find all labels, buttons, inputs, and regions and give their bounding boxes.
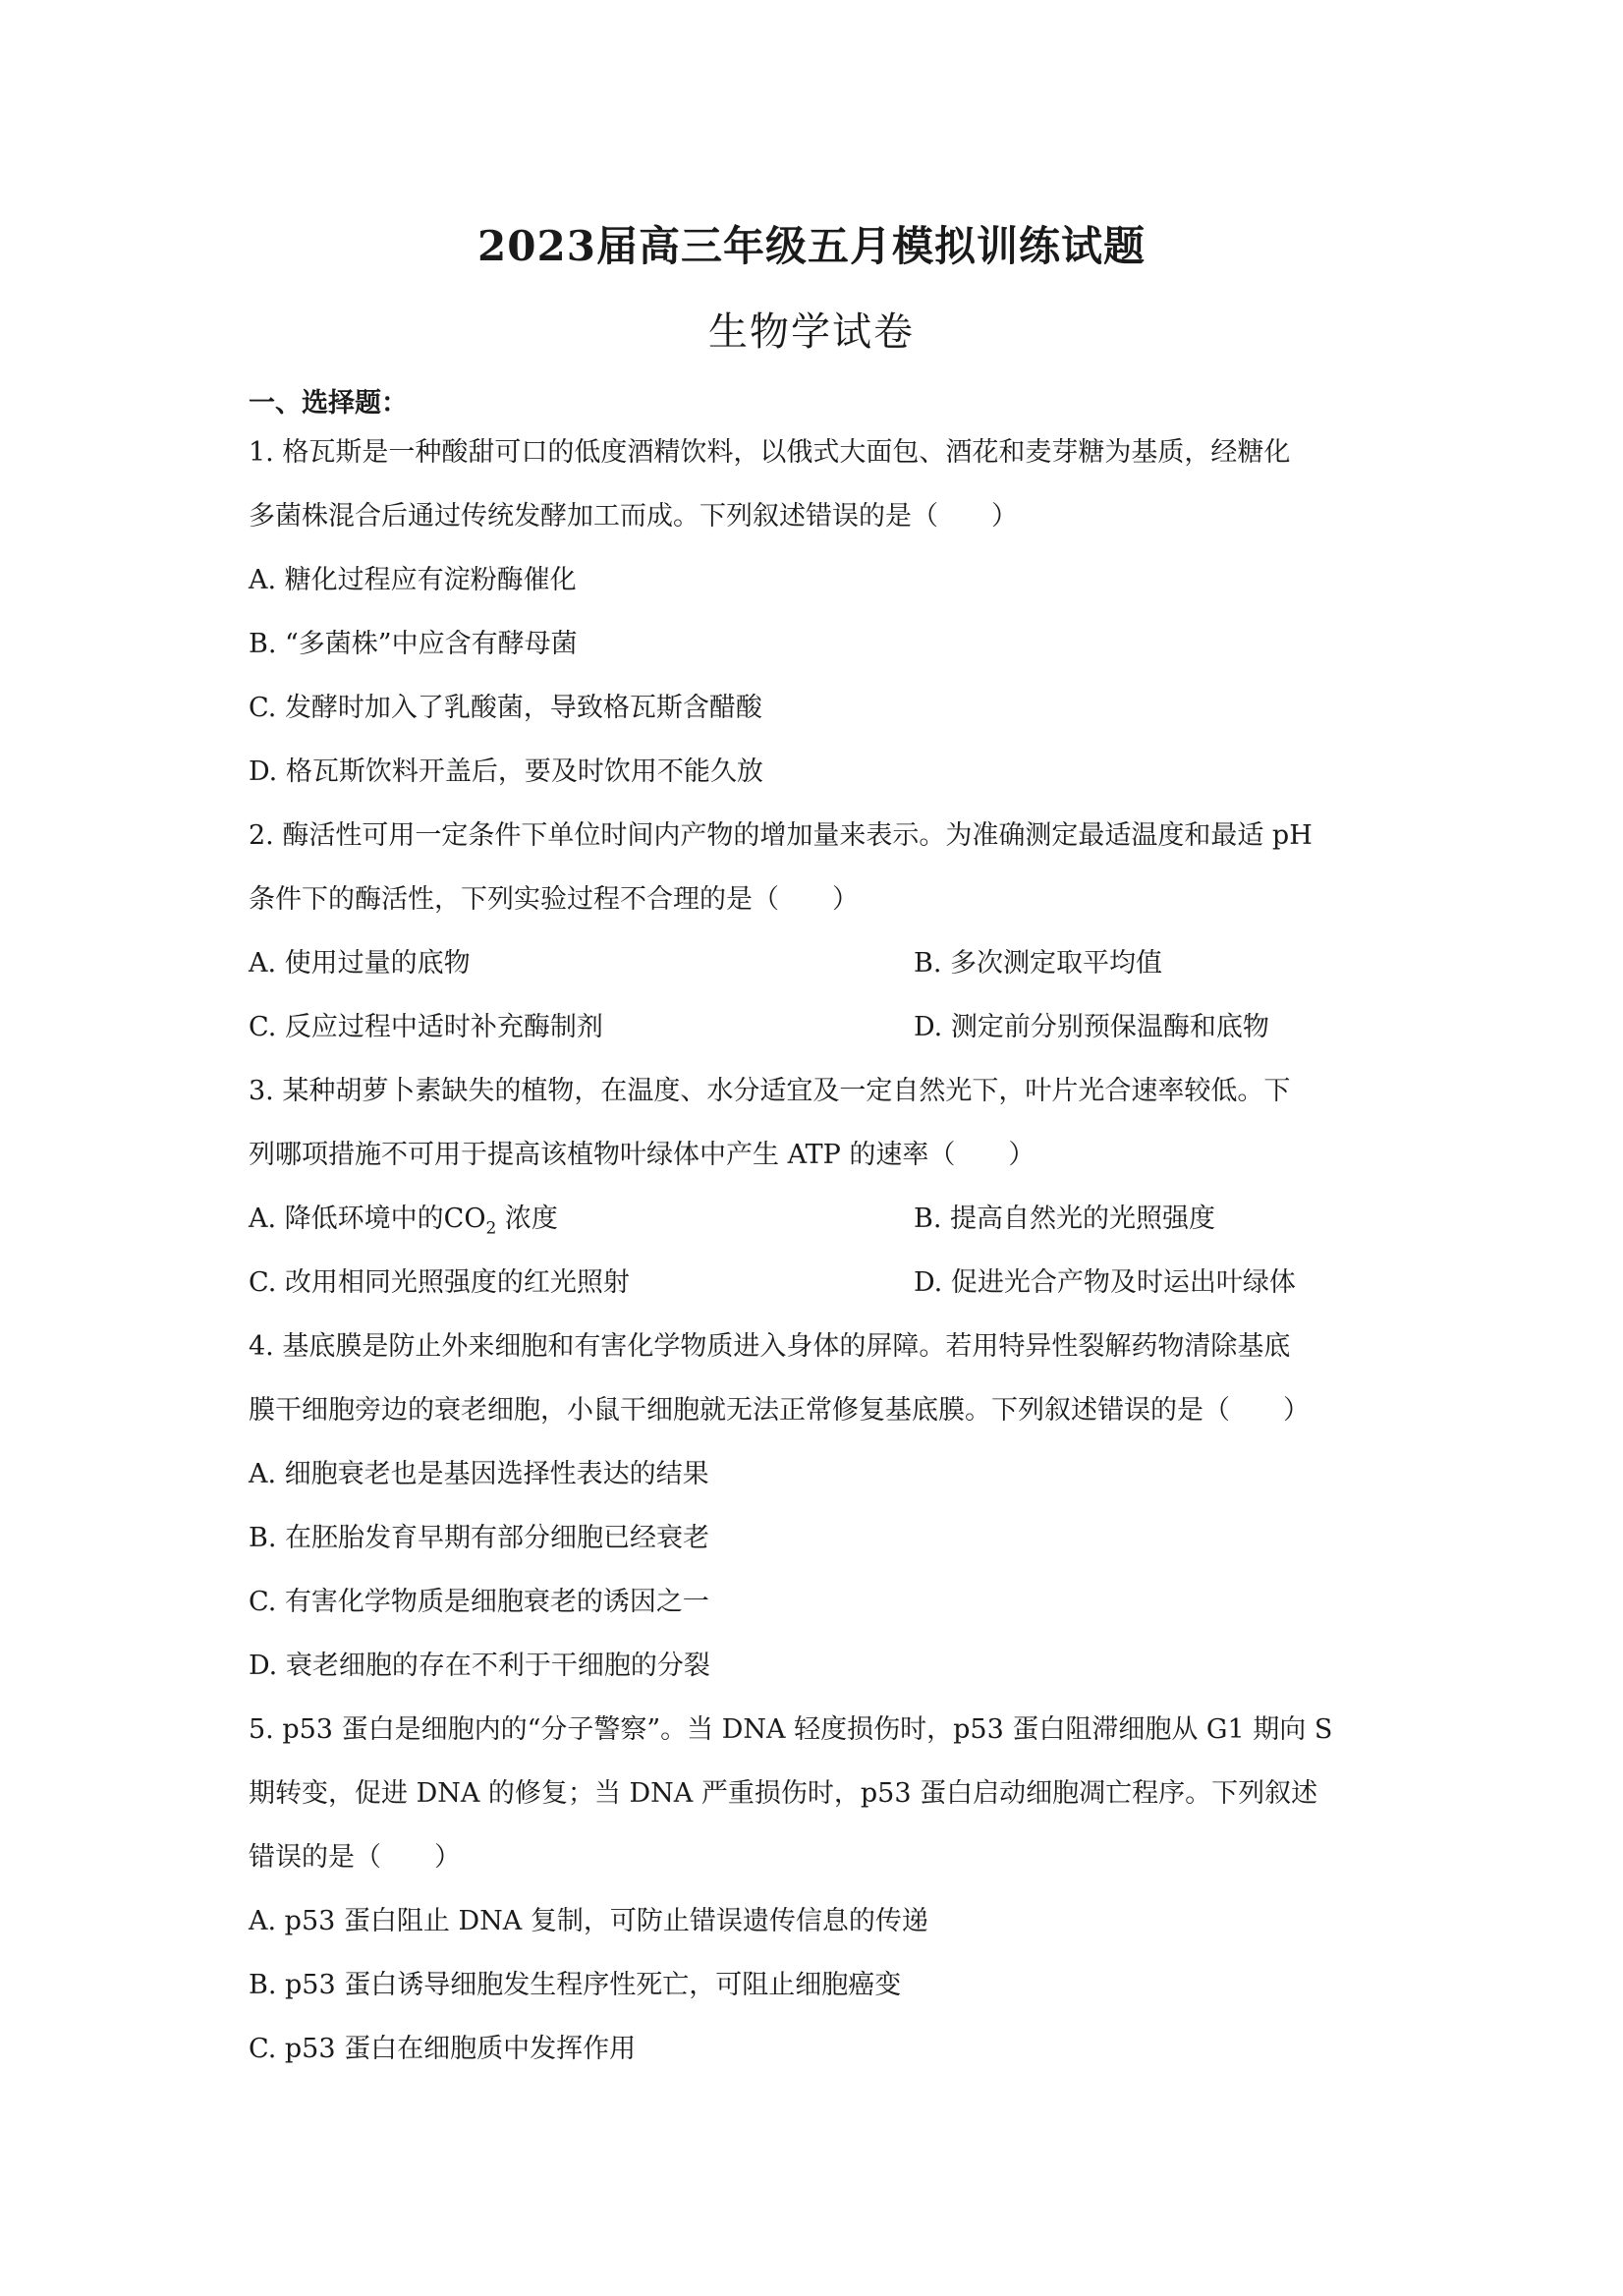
q5-option-a: A. p53 蛋白阻止 DNA 复制，可防止错误遗传信息的传递 (249, 1906, 928, 1936)
q3-option-b: B. 提高自然光的光照强度 (914, 1204, 1216, 1234)
q4-option-c: C. 有害化学物质是细胞衰老的诱因之一 (249, 1587, 709, 1617)
exam-title: 2023届高三年级五月模拟训练试题 (477, 222, 1146, 270)
co2-subscript: 2 (485, 1218, 497, 1239)
q4-option-a: A. 细胞衰老也是基因选择性表达的结果 (249, 1459, 709, 1489)
q1-option-d: D. 格瓦斯饮料开盖后，要及时饮用不能久放 (249, 756, 763, 787)
q5-stem-line1: 5. p53 蛋白是细胞内的“分子警察”。当 DNA 轻度损伤时，p53 蛋白阻滞细胞从 G1 期向 S (249, 1714, 1333, 1745)
q4-option-b: B. 在胚胎发育早期有部分细胞已经衰老 (249, 1523, 710, 1553)
q3-option-c: C. 改用相同光照强度的红光照射 (249, 1267, 630, 1298)
q1-stem-line2: 多菌株混合后通过传统发酵加工而成。下列叙述错误的是（ ） (249, 501, 1018, 532)
q3-option-a-suffix: 浓度 (496, 1204, 558, 1234)
section-heading: 一、选择题： (249, 388, 408, 419)
q5-stem-line2: 期转变，促进 DNA 的修复；当 DNA 严重损伤时，p53 蛋白启动细胞凋亡程序。下列叙述 (249, 1778, 1318, 1809)
q2-stem-line2: 条件下的酶活性，下列实验过程不合理的是（ ） (249, 884, 859, 915)
q2-stem-line1: 2. 酶活性可用一定条件下单位时间内产物的增加量来表示。为准确测定最适温度和最适 pH (249, 820, 1313, 851)
q2-option-c: C. 反应过程中适时补充酶制剂 (249, 1012, 603, 1042)
q3-stem-line2: 列哪项措施不可用于提高该植物叶绿体中产生 ATP 的速率（ ） (249, 1140, 1035, 1170)
q1-option-c: C. 发酵时加入了乳酸菌，导致格瓦斯含醋酸 (249, 693, 762, 723)
q1-option-b: B. “多菌株”中应含有酵母菌 (249, 629, 578, 659)
q2-option-a: A. 使用过量的底物 (249, 948, 471, 979)
q3-stem-line1: 3. 某种胡萝卜素缺失的植物，在温度、水分适宜及一定自然光下，叶片光合速率较低。下 (249, 1076, 1291, 1106)
exam-subtitle: 生物学试卷 (708, 309, 915, 355)
q3-option-a (249, 1203, 558, 1245)
q2-option-d: D. 测定前分别预保温酶和底物 (914, 1012, 1269, 1042)
q1-stem-line1: 1. 格瓦斯是一种酸甜可口的低度酒精饮料，以俄式大面包、酒花和麦芽糖为基质，经糖化 (249, 437, 1291, 468)
q4-option-d: D. 衰老细胞的存在不利于干细胞的分裂 (249, 1651, 710, 1681)
q1-option-a: A. 糖化过程应有淀粉酶催化 (249, 565, 577, 595)
q4-stem-line1: 4. 基底膜是防止外来细胞和有害化学物质进入身体的屏障。若用特异性裂解药物清除基底 (249, 1331, 1291, 1362)
q3-option-d: D. 促进光合产物及时运出叶绿体 (914, 1267, 1296, 1298)
q5-option-b: B. p53 蛋白诱导细胞发生程序性死亡，可阻止细胞癌变 (249, 1970, 902, 2000)
q4-stem-line2: 膜干细胞旁边的衰老细胞，小鼠干细胞就无法正常修复基底膜。下列叙述错误的是（ ） (249, 1395, 1310, 1426)
q5-stem-line3: 错误的是（ ） (249, 1842, 461, 1873)
q2-option-b: B. 多次测定取平均值 (914, 948, 1163, 979)
q5-option-c: C. p53 蛋白在细胞质中发挥作用 (249, 2034, 637, 2064)
q3-option-a-text: A. 降低环境中的CO (249, 1204, 486, 1234)
